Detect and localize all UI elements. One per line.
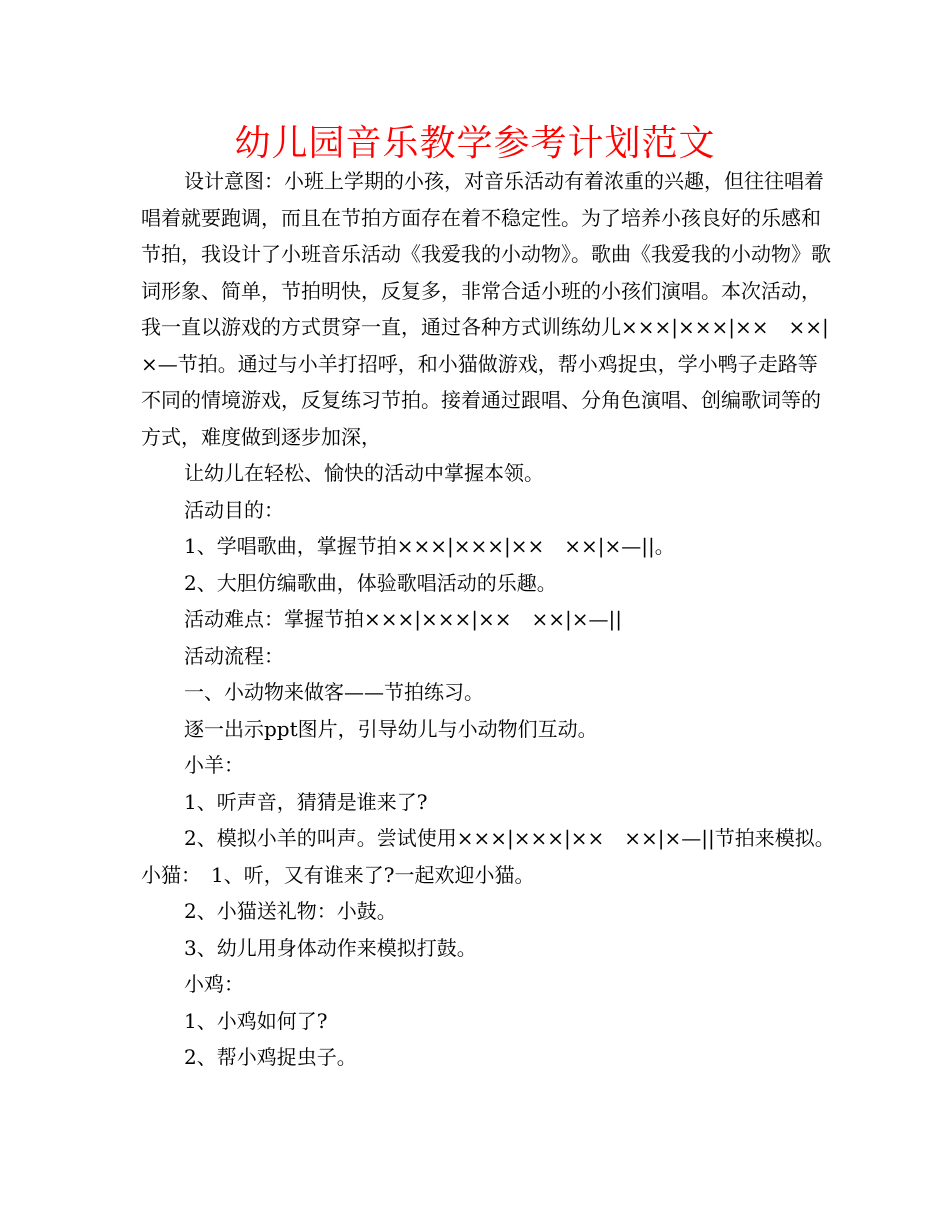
lamb-item-2: 2、模拟小羊的叫声。尝试使用×××|×××|×× ××|×—||节拍来模拟。 小猫： 1、听，又有谁来了?一起欢迎小猫。: [141, 826, 845, 887]
process-step-1: 一、小动物来做客——节拍练习。: [184, 680, 484, 704]
kitten-item-2: 2、小猫送礼物：小鼓。: [184, 899, 397, 923]
heading-lamb: 小羊：: [184, 753, 244, 777]
process-instruction: 逐一出示ppt图片，引导幼儿与小动物们互动。: [184, 716, 598, 741]
activity-difficulty: 活动难点：掌握节拍×××|×××|×× ××|×—||: [184, 607, 623, 631]
heading-activity-process: 活动流程：: [184, 643, 284, 668]
paragraph-design-intent: 设计意图：小班上学期的小孩，对音乐活动有着浓重的兴趣，但往往唱着唱着就要跑调，而且在节拍方面存在着不稳定性。为了培养小孩良好的乐感和节拍，我设计了小班音乐活动《我爱我的小动物》。歌曲《我爱我的小动物》歌词形象、简单，节拍明快，反复多，非常合适小班的小孩们演唱。本次活动，我一直以游戏的方式贯穿一直，通过各种方式训练幼儿×××|×××|×× ××|×—节拍。通过与小羊打招呼，和小猫做游戏，帮小鸡捉虫，学小鸭子走路等不同的情境游戏，反复练习节拍。接着通过跟唱、分角色演唱、创编歌词等的方式，难度做到逐步加深，: [141, 169, 831, 449]
heading-chick: 小鸡：: [184, 972, 244, 996]
goal-item-2: 2、大胆仿编歌曲，体验歌唱活动的乐趣。: [184, 570, 557, 595]
lamb-item-1: 1、听声音，猜猜是谁来了?: [184, 789, 428, 814]
paragraph-design-intent-end: 让幼儿在轻松、愉快的活动中掌握本领。: [184, 461, 544, 485]
chick-item-1: 1、小鸡如何了?: [184, 1008, 328, 1033]
chick-item-2: 2、帮小鸡捉虫子。: [184, 1045, 357, 1069]
goal-item-1: 1、学唱歌曲，掌握节拍×××|×××|×× ××|×—||。: [184, 534, 675, 558]
heading-activity-goals: 活动目的：: [184, 497, 284, 522]
document-body: [141, 163, 845, 1076]
kitten-item-3: 3、幼儿用身体动作来模拟打鼓。: [184, 935, 477, 960]
document-title: 幼儿园音乐教学参考计划范文: [234, 123, 716, 164]
